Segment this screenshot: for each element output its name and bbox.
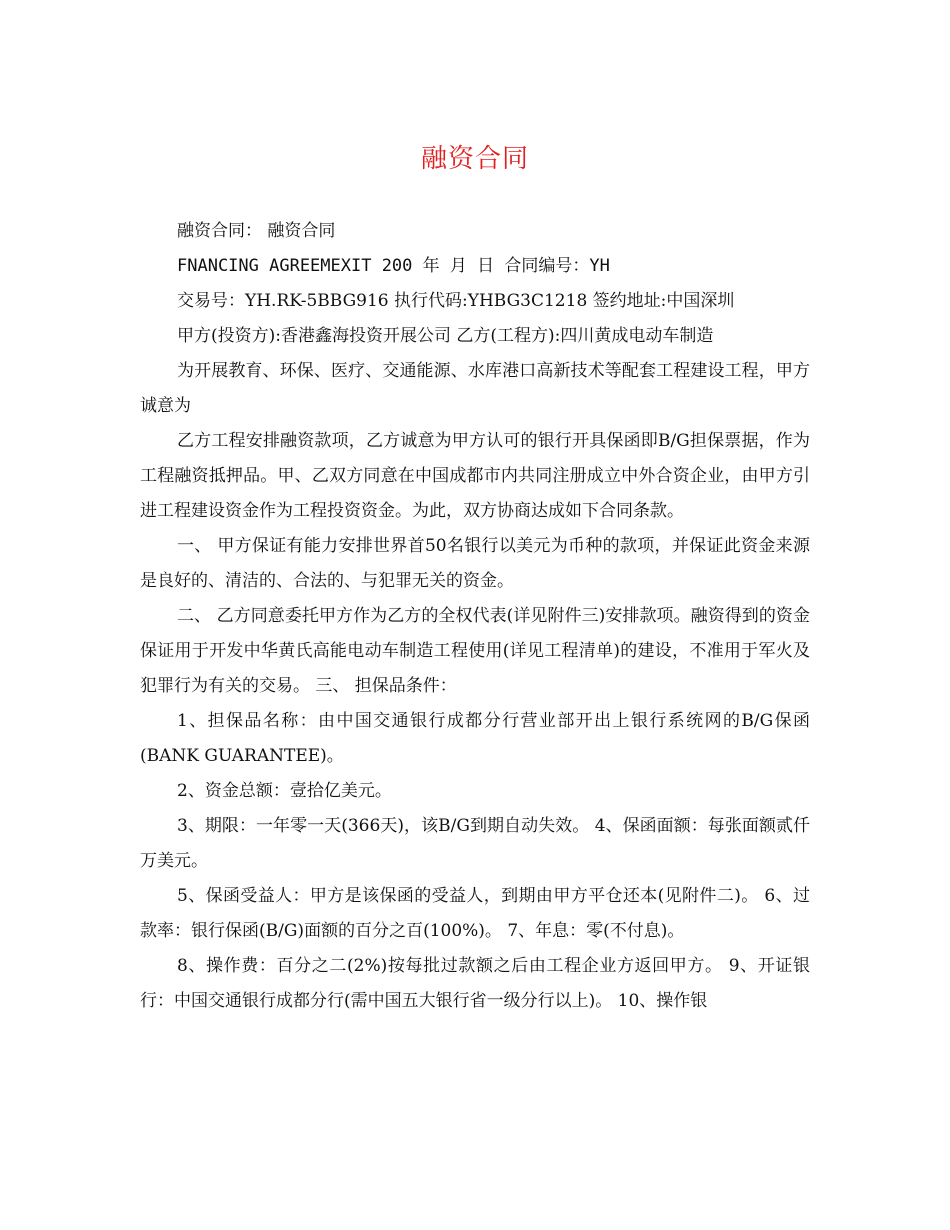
header-line-contract-name: 融资合同： 融资合同: [177, 221, 336, 241]
collateral-item-3-4: 3、期限：一年零一天(366天)，该B/G到期自动失效。 4、保函面额：每张面额贰仟万美元。: [140, 816, 810, 871]
header-line-transaction-number: 交易号：YH.RK-5BBG916 执行代码:YHBG3C1218 签约地址:中国深圳: [177, 291, 735, 311]
collateral-item-1: 1、担保品名称：由中国交通银行成都分行营业部开出上银行系统网的B/G保函(BANK GUARANTEE)。: [140, 711, 810, 766]
paragraph-purpose: 为开展教育、环保、医疗、交通能源、水库港口高新技术等配套工程建设工程，甲方诚意为: [140, 361, 810, 416]
document-title: 融资合同: [420, 144, 529, 174]
collateral-item-8-10: 8、操作费：百分之二(2%)按每批过款额之后由工程企业方返回甲方。 9、开证银行：中国交通银行成都分行(需中国五大银行省一级分行以上)。 10、操作银: [140, 956, 810, 1011]
collateral-item-2: 2、资金总额：壹拾亿美元。: [177, 781, 392, 801]
paragraph-arrangement: 乙方工程安排融资款项，乙方诚意为甲方认可的银行开具保函即B/G担保票据，作为工程融资抵押品。甲、乙双方同意在中国成都市内共同注册成立中外合资企业，由甲方引进工程建设资金作为工程投资资金。为此，双方协商达成如下合同条款。: [140, 431, 810, 521]
clause-2: 二、 乙方同意委托甲方作为乙方的全权代表(详见附件三)安排款项。融资得到的资金保证用于开发中华黄氏高能电动车制造工程使用(详见工程清单)的建设，不准用于军火及犯罪行为有关的交易。 三、 担保品条件：: [140, 606, 810, 696]
document-body: [140, 214, 810, 1019]
clause-1: 一、 甲方保证有能力安排世界首50名银行以美元为币种的款项，并保证此资金来源是良好的、清洁的、合法的、与犯罪无关的资金。: [140, 536, 810, 591]
header-line-parties: 甲方(投资方):香港鑫海投资开展公司 乙方(工程方):四川黄成电动车制造: [177, 326, 714, 346]
collateral-item-5-7: 5、保函受益人：甲方是该保函的受益人，到期由甲方平仓还本(见附件二)。 6、过款率：银行保函(B/G)面额的百分之百(100%)。 7、年息：零(不付息)。: [140, 886, 810, 941]
header-line-contract-number: FNANCING AGREEMEXIT 200 年 月 日 合同编号：YH: [177, 256, 610, 276]
